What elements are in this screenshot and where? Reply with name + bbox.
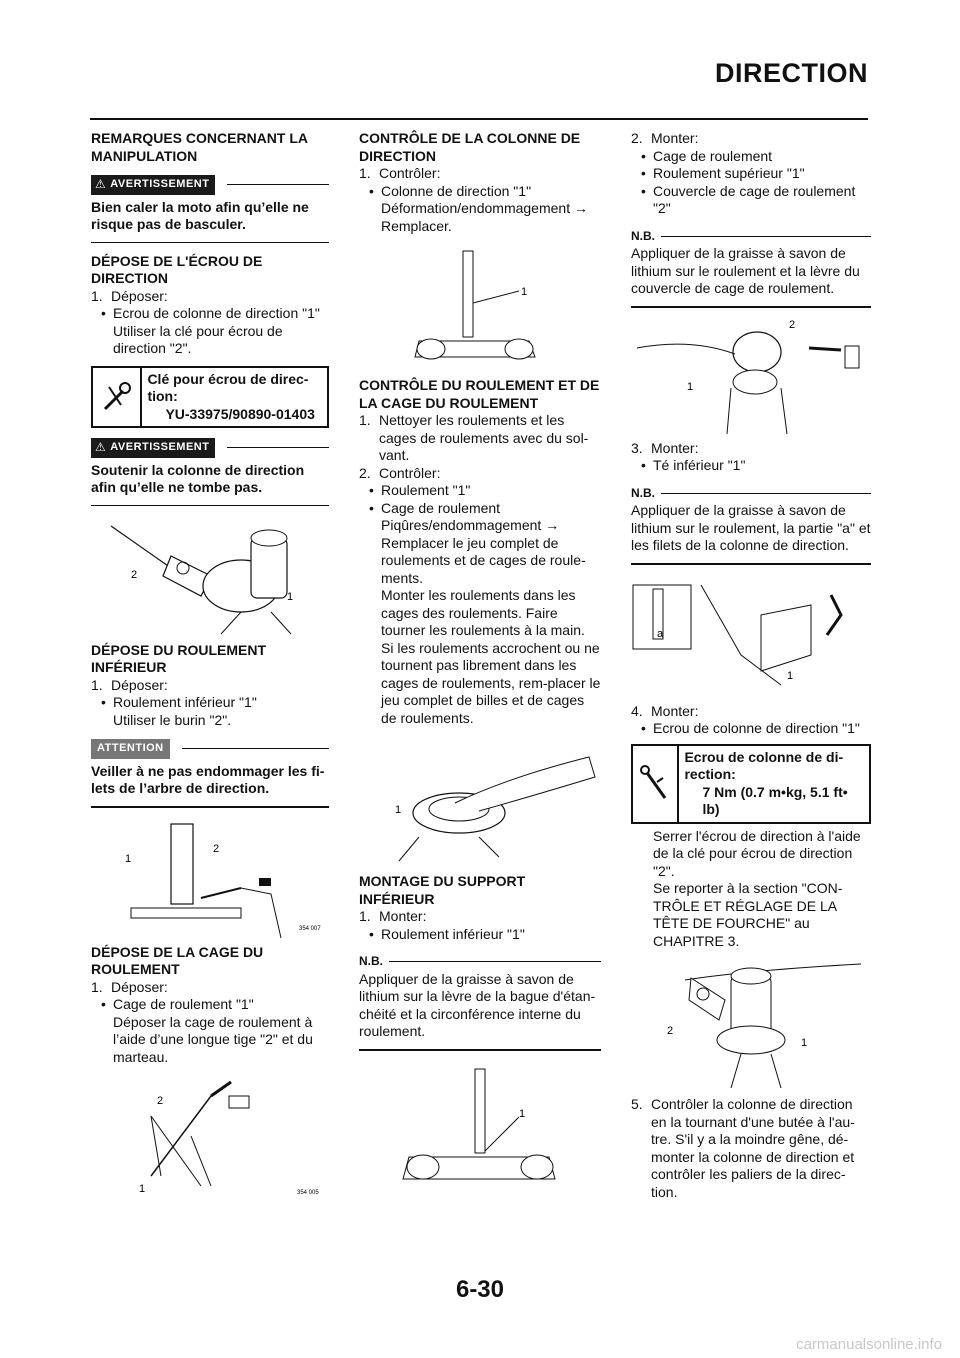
bullet-text: Roulement inférieur "1": [113, 694, 257, 710]
heading-controle-colonne: CONTRÔLE DE LA COLONNE DE DIRECTION: [359, 130, 581, 164]
warning-header: [91, 175, 329, 195]
warning-rule: [227, 447, 329, 448]
step-text: Monter:: [379, 908, 427, 924]
step-number: 2.: [631, 130, 643, 146]
callout-1: 1: [395, 804, 402, 816]
column-3: [631, 130, 871, 1201]
bullet: [359, 482, 601, 500]
figure-code: 354 007: [299, 925, 321, 932]
step-text: Déposer:: [111, 978, 168, 995]
heading-montage-support: MONTAGE DU SUPPORT INFÉRIEUR: [359, 873, 526, 907]
bullet-sub: Monter les roulements dans les cages des roulements. Faire tourner les roulements à la main. Si les roulements accrochent ou ne tournent pas librement dans les cages de roulements, rem-placer le jeu complet de billes et de cages de roulements.: [381, 587, 601, 726]
figure-bearing-check: [359, 737, 601, 867]
note-header: [359, 953, 601, 971]
note-header: [631, 228, 871, 246]
warning-badge: [91, 175, 215, 195]
callout-2: 2: [789, 318, 796, 331]
step: [359, 908, 601, 926]
step: [359, 465, 601, 483]
bullet: [359, 500, 601, 518]
attention-badge: ATTENTION: [91, 739, 170, 759]
step-number: 1.: [359, 412, 371, 428]
step: [91, 979, 329, 997]
bullet-mark: •: [369, 182, 374, 199]
bullet-sub: Déformation/endommagement → Remplacer.: [381, 200, 588, 234]
note-rule: [661, 493, 871, 494]
step-text: Déposer:: [111, 676, 168, 693]
step-text: Contrôler la colonne de direction en la tournant d'une butée à l'au-tre. S'il y a la moindre gêne, dé-monter la colonne de direction et contrôler les paliers de la direc-tion.: [651, 1096, 855, 1200]
callout-1: 1: [801, 1037, 808, 1049]
bullet-sub: Déposer la cage de roulement à l’aide d’une longue tige "2" et du marteau.: [113, 1013, 313, 1065]
warning-icon: ⚠: [95, 177, 107, 191]
bullet: [359, 183, 601, 201]
watermark: carmanualsonline.info: [796, 1336, 942, 1353]
bullet-mark: •: [641, 165, 646, 181]
bullet-mark: •: [641, 147, 646, 164]
bullet-text: Cage de roulement: [381, 499, 501, 516]
bullet: [631, 148, 871, 166]
bullet-text: Roulement inférieur "1": [381, 925, 525, 942]
attention-header: [91, 739, 329, 759]
step-number: 2.: [359, 464, 371, 481]
bullet-text: Roulement supérieur "1": [653, 165, 805, 181]
bullet-mark: •: [101, 305, 106, 321]
figure-steering-nut-tighten: [631, 960, 871, 1090]
step: [631, 1096, 871, 1201]
callout-1: 1: [521, 286, 528, 298]
heading-controle-roulement: CONTRÔLE DU ROULEMENT ET DE LA CAGE DU ROULEMENT: [359, 377, 600, 411]
heading-manipulation: REMARQUES CONCERNANT LA MANIPULATION: [91, 130, 308, 164]
note-text: Appliquer de la graisse à savon de lithium sur la lèvre de la bague d'étan-chéité et la circonférence interne du roulement.: [359, 971, 601, 1051]
figure-code: 354 005: [297, 1190, 319, 1196]
step-number: 1.: [91, 978, 103, 995]
bullet-mark: •: [101, 694, 106, 710]
bullet-mark: •: [641, 720, 646, 736]
bullet-text: Ecrou de colonne de direction "1": [653, 720, 860, 736]
bullet: [631, 720, 871, 738]
step-number: 1.: [359, 165, 371, 181]
callout-a: a: [657, 627, 664, 640]
bullet-sub: Utiliser la clé pour écrou de direction "2".: [113, 322, 283, 356]
step: [631, 440, 871, 458]
warning-header: [91, 438, 329, 458]
callout-1: 1: [787, 669, 794, 682]
callout-1: 1: [125, 852, 132, 865]
heading-ecrou: DÉPOSE DE L'ÉCROU DE DIRECTION: [91, 252, 263, 286]
warning-label: AVERTISSEMENT: [110, 441, 210, 453]
bullet-sub: Utiliser le burin "2".: [113, 711, 232, 728]
figure-upper-bearing: [631, 318, 871, 434]
step: [631, 703, 871, 721]
step-sub: Serrer l'écrou de direction à l'aide de la clé pour écrou de direction "2".: [653, 827, 861, 879]
figure-lower-bracket-install: [631, 575, 871, 697]
callout-1: 1: [687, 380, 694, 393]
note-rule: [661, 236, 871, 237]
bullet-mark: •: [641, 182, 646, 199]
bullet-mark: •: [369, 925, 374, 942]
wrench-icon: [93, 368, 142, 427]
attention-text: Veiller à ne pas endommager les fi-lets de l’arbre de direction.: [91, 763, 329, 808]
step-sub: Se reporter à la section "CON-TRÔLE ET RÉGLAGE DE LA TÊTE DE FOURCHE" au CHAPITRE 3.: [653, 880, 843, 949]
attention-rule: [182, 748, 329, 749]
note-text: Appliquer de la graisse à savon de lithium sur le roulement et la lèvre du couvercle de cage de roulement.: [631, 245, 871, 308]
callout-1: 1: [139, 1183, 146, 1195]
note-label: N.B.: [359, 954, 383, 968]
column-2: [359, 130, 601, 1197]
heading-cage: DÉPOSE DE LA CAGE DU ROULEMENT: [91, 943, 264, 977]
step: [359, 412, 601, 465]
bullet: [91, 305, 329, 323]
warning-icon: ⚠: [95, 440, 107, 454]
figure-lower-bearing: [91, 818, 329, 938]
tool-code: YU-33975/90890-01403: [165, 405, 315, 422]
warning-text: Soutenir la colonne de direction afin qu’elle ne tombe pas.: [91, 462, 329, 506]
bullet: [631, 183, 871, 218]
bullet-text: Colonne de direction "1": [381, 182, 532, 199]
bullet: [91, 694, 329, 712]
figure-bearing-race: [91, 1076, 329, 1202]
step-number: 1.: [91, 676, 103, 693]
note-header: [631, 485, 871, 503]
torque-wrench-icon: [633, 746, 679, 822]
step-text: Nettoyer les roulements et les cages de roulements avec du sol-vant.: [379, 412, 589, 463]
warning-text: Bien caler la moto afin qu’elle ne risque pas de basculer.: [91, 199, 329, 243]
bullet: [91, 996, 329, 1014]
note-rule: [389, 961, 601, 962]
bullet-text: Té inférieur "1": [653, 457, 746, 473]
figure-steering-nut: [91, 516, 329, 636]
bullet: [631, 165, 871, 183]
step: [631, 130, 871, 148]
bullet-text: Ecrou de colonne de direction "1": [113, 305, 320, 321]
step-text: Monter:: [651, 439, 699, 456]
step-text: Déposer:: [111, 287, 168, 304]
callout-1: 1: [287, 590, 294, 603]
bullet-mark: •: [641, 457, 646, 473]
callout-2: 2: [157, 1095, 164, 1107]
step-number: 5.: [631, 1096, 643, 1112]
note-label: N.B.: [631, 485, 655, 500]
step-number: 4.: [631, 702, 643, 719]
warning-label: AVERTISSEMENT: [110, 178, 210, 190]
step-text: Monter:: [651, 702, 699, 719]
bullet-sub: Piqûres/endommagement → Remplacer le jeu complet de roulements et de cages de roule-ments.: [381, 517, 586, 586]
special-tool-box: [91, 366, 329, 429]
page-number: 6-30: [455, 1276, 505, 1303]
tool-title: Clé pour écrou de direc-tion:: [147, 370, 309, 404]
header-rule: [90, 118, 868, 120]
callout-2: 2: [213, 842, 220, 855]
bullet-text: Roulement "1": [381, 482, 471, 498]
step-text: Contrôler:: [379, 464, 441, 481]
column-1: [91, 130, 329, 1208]
warning-rule: [227, 184, 329, 185]
bullet-text: Couvercle de cage de roulement "2": [653, 182, 856, 216]
bullet-mark: •: [101, 996, 106, 1012]
heading-roulement-inferieur: DÉPOSE DU ROULEMENT INFÉRIEUR: [91, 641, 267, 675]
step: [91, 677, 329, 695]
bullet-text: Cage de roulement "1": [113, 996, 254, 1012]
figure-lower-bracket: [359, 1061, 601, 1191]
bullet: [359, 926, 601, 944]
step-number: 3.: [631, 439, 643, 456]
warning-badge: [91, 438, 215, 458]
torque-box: [631, 744, 871, 824]
callout-1: 1: [519, 1107, 526, 1120]
bullet-mark: •: [369, 499, 374, 516]
callout-2: 2: [667, 1025, 674, 1037]
page-title: DIRECTION: [715, 58, 868, 88]
callout-2: 2: [131, 568, 138, 581]
torque-title: Ecrou de colonne de di-rection:: [684, 748, 844, 782]
bullet-text: Cage de roulement: [653, 147, 773, 164]
step-text: Monter:: [651, 130, 699, 146]
step-number: 1.: [91, 287, 103, 304]
bullet: [631, 457, 871, 475]
bullet-mark: •: [369, 482, 374, 498]
step: [359, 165, 601, 183]
torque-value: 7 Nm (0.7 m•kg, 5.1 ft• lb): [702, 783, 848, 817]
note-label: N.B.: [631, 228, 655, 243]
step-text: Contrôler:: [379, 165, 441, 181]
step: [91, 288, 329, 306]
note-text: Appliquer de la graisse à savon de lithium sur le roulement, la partie "a" et les filets de la colonne de direction.: [631, 502, 871, 565]
figure-steering-column: [359, 245, 601, 371]
step-number: 1.: [359, 908, 371, 924]
